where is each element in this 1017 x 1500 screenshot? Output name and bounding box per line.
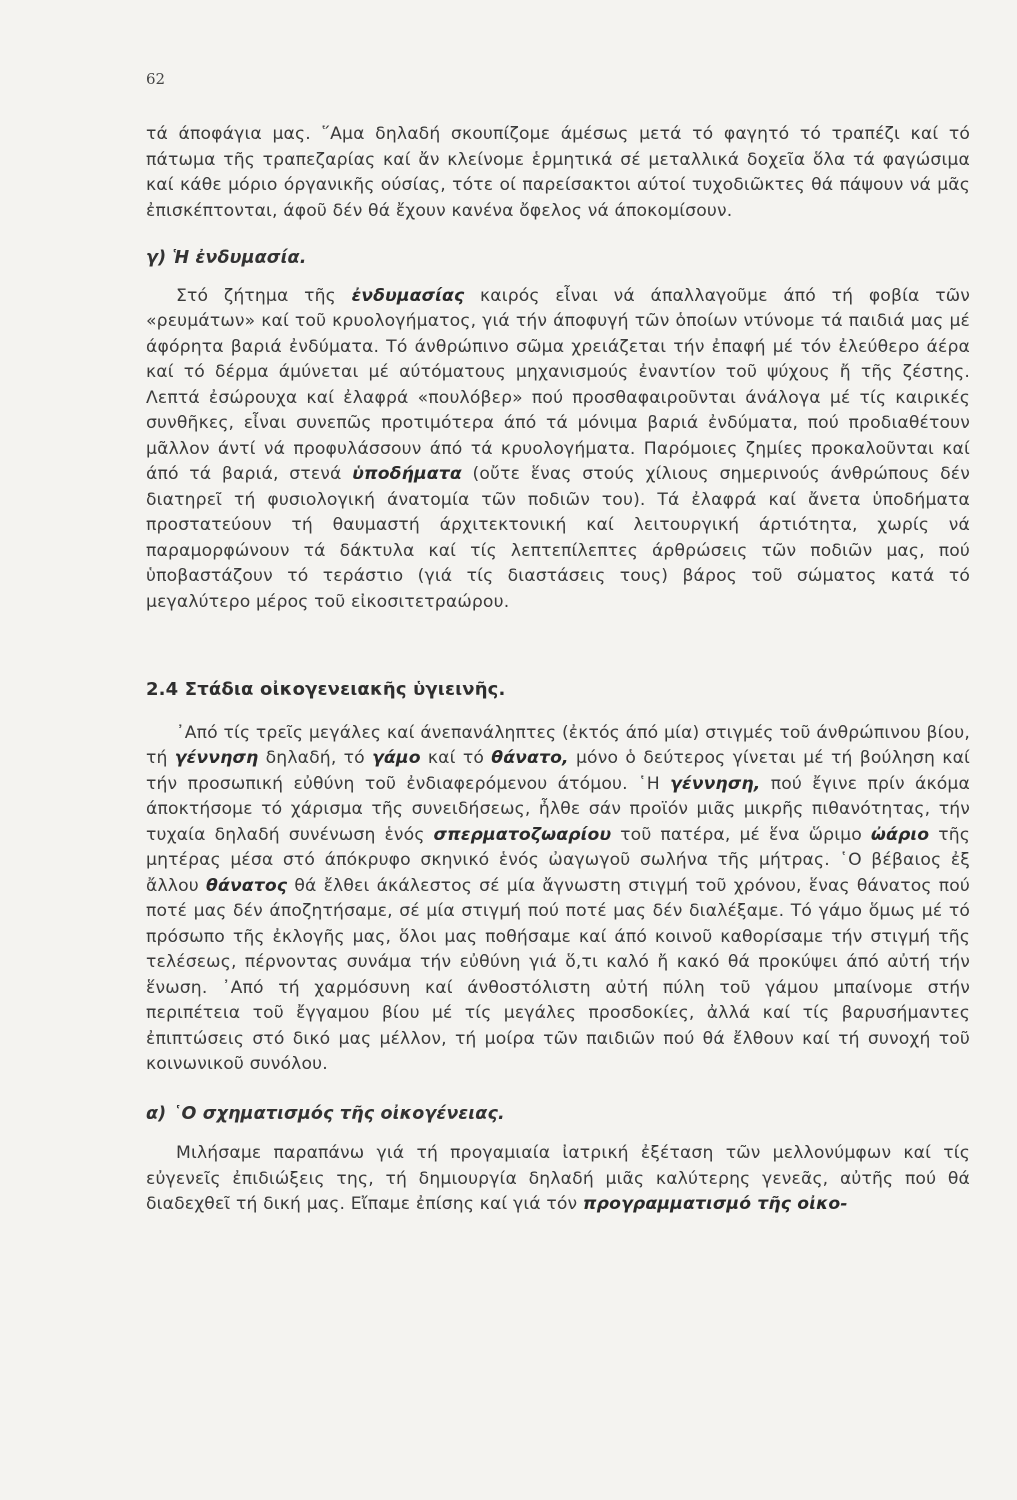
text-run: θά ἔλθει άκάλεστος σέ μία ἄγνωστη στιγμή τοῦ χρόνου, ἕνας θάνατος πού ποτέ μας δέν άποζητήσαμε, σέ μία στιγμή πού ποτέ μας δέν διαλέξαμε. Τό γάμο ὅμως μέ τό πρόσωπο τῆς ἐκλογῆς μας, ὅλοι μας ποθήσαμε καί άπό κοινοῦ καθορίσαμε τήν στιγμή τῆς τελέσεως, πέρνοντας συνάμα τήν εὐθύνη γιά ὅ,τι καλό ἤ κακό θά προκύψει άπό αὐτή τήν ἕνωση. ᾿Από τή χαρμόσυνη καί άνθοστόλιστη αὐτή πύλη τοῦ γάμου μπαίνομε στήν περιπέτεια τοῦ ἔγγαμου βίου μέ τίς μεγάλες προσδοκίες, ἀλλά καί τίς βαρυσήμαντες ἐπιπτώσεις στό δικό μας μέλλον, τή μοίρα τῶν παιδιῶν πού θά ἔλθουν καί τή συνοχή τοῦ κοινωνικοῦ συνόλου. [146, 875, 970, 1074]
text-run: πού ἔγινε πρίν άκόμα άποκτήσομε τό χάρισμα τῆς συνειδήσεως, ἦλθε σάν προϊόν μιᾶς μικρῆς πιθανότητας, τήν τυχαία δηλαδή συνένωση ἑνός [146, 773, 970, 845]
emphasis-birth: γέννηση [174, 748, 259, 768]
page-body [146, 122, 970, 1218]
paragraph-clothing [146, 284, 970, 616]
text-run: Μιλήσαμε παραπάνω γιά τή προγαμιαία ἰατρική ἐξέταση τῶν μελλονύμφων καί τίς εὐγενεῖς ἐπιδιώξεις της, τή δημιουργία δηλαδή μιᾶς καλύτερης γενεᾶς, αὐτῆς πού θά διαδεχθεῖ τή δική μας. Εἴπαμε ἐπίσης καί γιά τόν [146, 1143, 970, 1214]
page-number: 62 [146, 70, 166, 88]
text-run: καιρός εἶναι νά άπαλλαγοῦμε άπό τή φοβία τῶν «ρευμάτων» καί τοῦ κρυολογήματος, γιά τήν άποφυγή τῶν ὁποίων ντύνομε τά παιδιά μας μέ άφόρητα βαριά ἐνδύματα. Τό άνθρώπινο σῶμα χρειάζεται τήν ἐπαφή μέ τόν ἐλεύθερο άέρα καί τό δέρμα άμύνεται μέ αύτόματους μηχανισμούς ἐναντίον τοῦ ψύχους ἤ τῆς ζέστης. Λεπτά ἐσώρουχα καί ἐλαφρά «πουλόβερ» πού προσθαφαιροῦνται άνάλογα μέ τίς καιρικές συνθῆκες, εἶναι συνεπῶς προτιμότερα άπό τά μόνιμα βαριά ἐνδύματα, πού προδιαθέτουν μᾶλλον άντί νά προφυλάσσουν άπό τά κρυολογήματα. Παρόμοιες ζημίες προκαλοῦνται καί άπό τά βαριά, στενά [146, 285, 970, 484]
emphasis-family-planning: προγραμματισμό τῆς οἰκο- [582, 1194, 848, 1214]
paragraph-insects-continued: τά άποφάγια μας. ῞Αμα δηλαδή σκουπίζομε άμέσως μετά τό φαγητό τό τραπέζι καί τό πάτωμα τῆς τραπεζαρίας καί ἄν κλείνομε ἑρμητικά σέ μεταλλικά δοχεῖα ὅλα τά φαγώσιμα καί κάθε μόριο όργανικῆς ούσίας, τότε οί παρείσακτοι αύτοί τυχοδιῶκτες θά πάψουν νά μᾶς ἐπισκέπτονται, άφοῦ δέν θά ἔχουν κανένα ὄφελος νά άποκομίσουν. [146, 124, 970, 221]
paragraph-life-stages [146, 721, 970, 1078]
text-run: μόνο ὁ δεύτερος γίνεται μέ τή βούληση καί τήν προσωπική εὐθύνη τοῦ ἐνδιαφερόμενου άτόμου. ῾Η [146, 748, 971, 794]
text-run: τῆς μητέρας μέσα στό άπόκρυφο σκηνικό ἑνός ὠαγωγοῦ σωλήνα τῆς μήτρας. ῾Ο βέβαιος ἐξ ἄλλου [146, 824, 970, 896]
text-run: (οὔτε ἕνας στούς χίλιους σημερινούς άνθρώπους δέν διατηρεῖ τή φυσιολογική άνατομία τῶν ποδιῶν του). Τά ἐλαφρά καί ἄνετα ὑποδήματα προστατεύουν τή θαυμαστή άρχιτεκτονική καί λειτουργική άρτιότητα, χωρίς νά παραμορφώνουν τά δάκτυλα καί τίς λεπτεπίλεπτες άρθρώσεις τῶν ποδιῶν μας, πού ὑποβαστάζουν τό τεράστιο (γιά τίς διαστάσεις τους) βάρος τοῦ σώματος κατά τό μεγαλύτερο μέρος τοῦ εἰκοσιτετραώρου. [146, 464, 970, 612]
section-heading-family-hygiene: 2.4 Στάδια οἰκογενειακῆς ὑγιεινῆς. [146, 679, 506, 700]
emphasis-marriage: γάμο [372, 748, 421, 768]
emphasis-death-2: θάνατος [206, 875, 288, 896]
subheading-family-formation: α) ῾Ο σχηματισμός τῆς οἰκογένειας. [146, 1103, 505, 1124]
emphasis-ovum: ὠάριο [870, 824, 930, 845]
text-run: τοῦ πατέρα, μέ ἕνα ὥριμο [611, 824, 871, 845]
text-run: Στό ζήτημα τῆς [176, 285, 352, 306]
emphasis-footwear: ὑποδήματα [352, 464, 462, 484]
emphasis-death: θάνατο, [491, 748, 569, 768]
subheading-clothing: γ) Ἡ ἐνδυμασία. [146, 248, 307, 268]
emphasis-birth-2: γέννηση, [670, 773, 761, 794]
text-run: δηλαδή, τό [258, 748, 373, 768]
text-run: ᾿Από τίς τρεῖς μεγάλες καί άνεπανάληπτες (ἐκτός άπό μία) στιγμές τοῦ άνθρώπινου βίου, τή [146, 722, 970, 768]
text-run: καί τό [420, 748, 492, 768]
emphasis-clothing: ἐνδυμασίας [351, 285, 465, 306]
paragraph-family-formation [146, 1141, 970, 1218]
emphasis-spermatozoon: σπερματοζωαρίου [433, 824, 612, 845]
